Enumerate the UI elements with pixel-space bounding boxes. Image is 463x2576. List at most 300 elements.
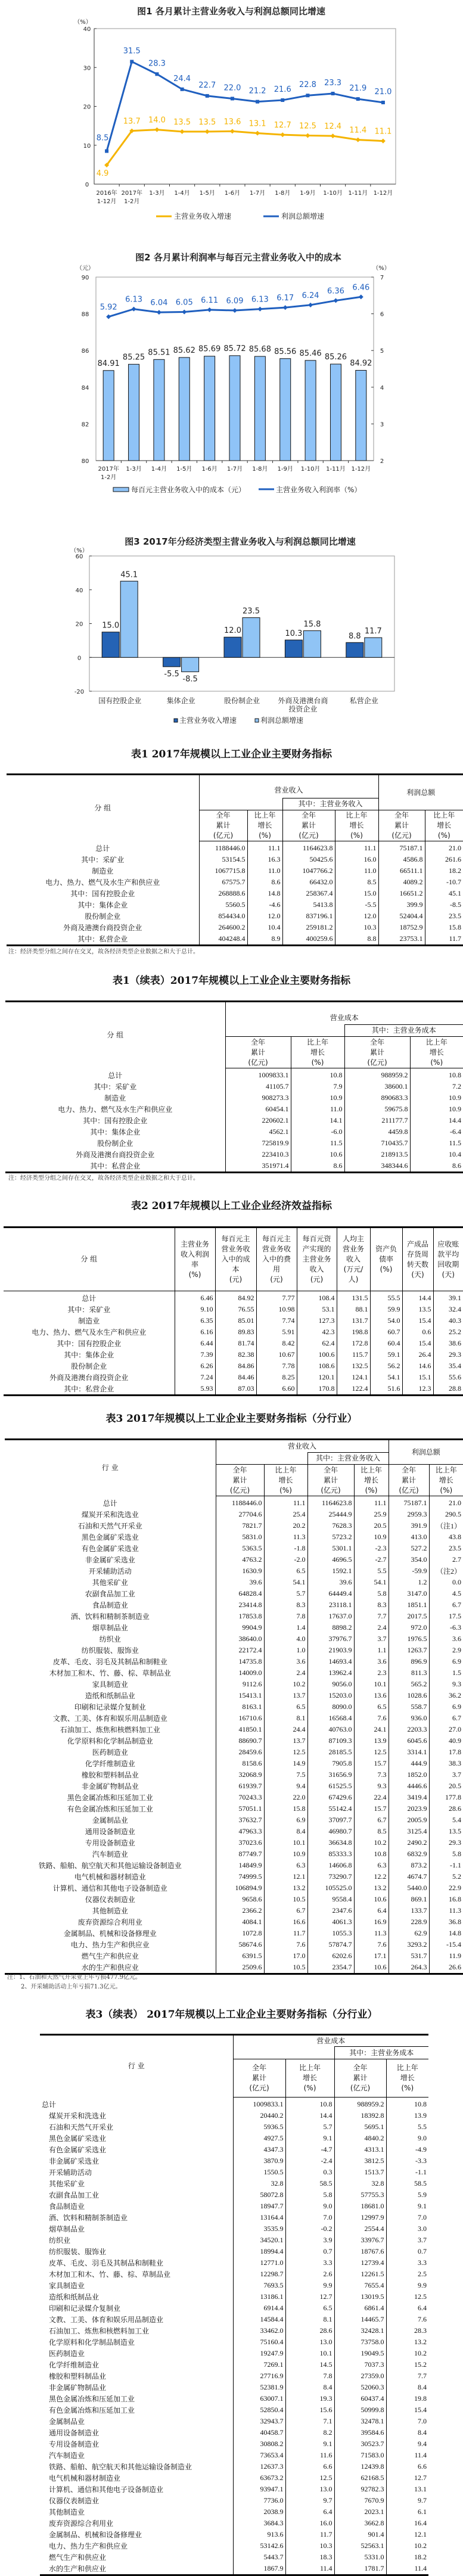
data-label: 13.1 [248, 119, 266, 129]
cell-value: 8.3 [264, 1599, 307, 1611]
cell-value: 23.5 [429, 1543, 463, 1554]
indicator-header: 每百元资 产实现的 主营业务 收入 (元) [297, 1228, 337, 1291]
cell-value: -5.5 [335, 899, 378, 911]
cell-value: 4763.2 [216, 1554, 264, 1565]
industry-label: 石油和天然气开采业 [77, 1522, 142, 1530]
industry-label: 计算机、通信和其他电子设备制造业 [49, 2485, 164, 2494]
cell-value: 10.67 [256, 1349, 297, 1360]
data-point [181, 88, 184, 91]
spacer [225, 1025, 344, 1037]
spacer [233, 2047, 334, 2059]
cell-value: 2.5 [386, 2269, 428, 2280]
cell-value: 6832.9 [389, 1848, 429, 1860]
cost-header: 营业成本 [225, 1002, 463, 1025]
cell-value: 12.0 [247, 911, 282, 922]
cell-value: 4446.6 [389, 1780, 429, 1792]
industry-label: 纺织服装、服饰业 [49, 2248, 107, 2256]
table-row [40, 2201, 428, 2212]
cell-value: 6.6 [285, 2461, 334, 2472]
cell-value: 27.0 [429, 1724, 463, 1735]
industry-label: 通用设备制造业 [49, 2429, 100, 2437]
table-row [4, 1304, 463, 1315]
table3-continued [40, 2034, 428, 2576]
data-point [280, 132, 285, 137]
table-row [7, 865, 463, 877]
cell-value: 54.1 [264, 1577, 307, 1588]
cell-value: 1028.6 [389, 1690, 429, 1701]
cell-value: 26.4 [402, 1349, 433, 1360]
cell-value: 0.7 [285, 2246, 334, 2257]
cell-value: 6.7 [354, 1814, 389, 1826]
cell-value: 9.4 [264, 1780, 307, 1792]
cell-value: 2023.9 [389, 1803, 429, 1814]
cell-value: 2354.7 [307, 1962, 354, 1974]
cell-value: 23753.1 [378, 933, 425, 946]
cell-value: 52060.3 [334, 2382, 386, 2393]
data-point [331, 92, 335, 95]
cell-value: 12.7 [386, 2472, 428, 2484]
industry-label: 酒、饮料和精制茶制造业 [49, 2214, 128, 2222]
table-row [40, 2098, 428, 2111]
table-row [5, 1758, 463, 1769]
bar-label: 85.26 [324, 352, 347, 362]
cell-value: 12.7 [285, 2291, 334, 2302]
cell-value: 64449.4 [307, 1588, 354, 1599]
industry-label: 通用设备制造业 [85, 1828, 135, 1836]
table-row [40, 2314, 428, 2325]
x-tick-label: 国有控股企业 [98, 697, 142, 705]
table-row [5, 1068, 463, 1082]
data-label: 12.7 [274, 121, 291, 130]
cell-value: -3.3 [386, 2155, 428, 2167]
table-row [5, 1138, 463, 1149]
industry-header: 行 业 [128, 2062, 145, 2071]
cell-value: 10.98 [256, 1304, 297, 1315]
cell-value: 20440.2 [233, 2110, 285, 2121]
cell-value: 2005.9 [389, 1814, 429, 1826]
x-tick-label: 投资企业 [288, 705, 318, 713]
x-tick-label: 1-2月 [101, 474, 117, 481]
cell-value: 57755.3 [334, 2189, 386, 2201]
cell-value: 74999.5 [216, 1871, 264, 1882]
industry-label: 造纸和纸制品业 [49, 2293, 100, 2301]
data-label: 11.1 [374, 127, 392, 136]
cell-value: 54.1 [370, 1372, 402, 1383]
cell-value: 1067715.8 [199, 865, 247, 877]
line-label: 6.13 [125, 295, 143, 304]
cell-value: 6.3 [264, 1860, 307, 1871]
cell-value: 404248.4 [199, 933, 247, 946]
cell-value: 6.1 [386, 2506, 428, 2518]
industry-label: 农副食品加工业 [49, 2191, 100, 2199]
x-tick-label: 2016年 [96, 190, 117, 197]
table-row [5, 1092, 463, 1104]
table-row [5, 1679, 463, 1690]
cell-value: 1047766.2 [282, 865, 335, 877]
table-row [7, 899, 463, 911]
x-tick-label: 1-5月 [199, 190, 215, 197]
cell-value: 43.8 [429, 1531, 463, 1543]
cell-value: 7.6 [354, 1939, 389, 1950]
cell-value: 23414.8 [216, 1599, 264, 1611]
cell-value: 5.8 [354, 1588, 389, 1599]
cell-value: 8.4 [386, 2427, 428, 2438]
cell-value: 20.5 [354, 1520, 389, 1531]
industry-label: 其他采矿业 [92, 1578, 128, 1587]
cell-value: 873.2 [389, 1860, 429, 1871]
x-tick-label: 1-12月 [373, 190, 393, 197]
y-axis-unit: （%） [70, 548, 88, 554]
y-tick-label: 20 [83, 104, 91, 111]
cost-bar [305, 361, 316, 461]
table-row [4, 1338, 463, 1349]
cell-value: 58.5 [386, 2178, 428, 2189]
cell-value: 6.5 [264, 1701, 307, 1713]
cell-value: 988959.2 [334, 2098, 386, 2111]
cell-value: 33976.7 [334, 2235, 386, 2246]
cell-value: 13962.4 [307, 1667, 354, 1679]
cell-value: 5723.2 [307, 1531, 354, 1543]
x-tick-label: 1-11月 [326, 466, 346, 473]
cell-value: 6202.6 [307, 1950, 354, 1962]
table-row [40, 2269, 428, 2280]
bar-label: 45.1 [120, 570, 138, 580]
cell-value: 12997.9 [334, 2212, 386, 2223]
cell-value: 10.8 [291, 1068, 344, 1082]
cell-value: 52563.1 [334, 2540, 386, 2552]
cell-value: 32.4 [433, 1304, 463, 1315]
cell-value: 87109.3 [307, 1735, 354, 1747]
legend-label: 主营业务收入利润率（%） [276, 486, 362, 494]
cell-value: 30808.2 [233, 2438, 285, 2450]
industry-header: 行 业 [101, 1463, 119, 1472]
main-revenue-header: 其中：主营业务收入 [307, 1453, 389, 1465]
growth-header: 比上年 增长 (%) [429, 1465, 463, 1496]
growth-header: 比上年 增长 (%) [425, 810, 463, 841]
table-row [5, 1565, 463, 1577]
table-row [40, 2518, 428, 2529]
table-row [40, 2540, 428, 2552]
cell-value: 11.4 [386, 2563, 428, 2575]
cell-value: 25.2 [433, 1326, 463, 1338]
growth-header: 比上年 增长 (%) [264, 1465, 307, 1496]
cell-value: 936.0 [389, 1713, 429, 1724]
table3-note-2: 2、开采辅助活动上年亏损71.3亿元。 [21, 1984, 122, 1990]
chart-title: 图2 各月累计利润率与每百元主营业务收入中的成本 [135, 252, 341, 263]
line-label: 6.09 [226, 297, 244, 306]
cell-value: 10.9 [291, 1092, 344, 1104]
cell-value: 2.9 [429, 1645, 463, 1656]
industry-label: 造纸和纸制品业 [85, 1692, 135, 1700]
cell-value: 3535.9 [233, 2223, 285, 2235]
cell-value: 105525.0 [307, 1882, 354, 1894]
industry-label: 木材加工和木、竹、藤、棕、草制品业 [49, 1669, 171, 1677]
cell-value: 7269.1 [233, 2359, 285, 2370]
y-tick-label: 20 [75, 621, 83, 628]
cell-value: 7628.3 [307, 1520, 354, 1531]
cell-value: 27704.6 [216, 1509, 264, 1520]
cell-value: 7.8 [264, 1611, 307, 1622]
table-row [4, 1360, 463, 1372]
cell-value: 4313.1 [334, 2144, 386, 2155]
cell-value: 38.6 [433, 1338, 463, 1349]
cell-value: 12.1 [264, 1871, 307, 1882]
table-row [5, 1939, 463, 1950]
x-tick-label: 1-8月 [252, 466, 268, 473]
cell-value: 2017.5 [389, 1611, 429, 1622]
cell-value: 37632.7 [216, 1814, 264, 1826]
industry-label: 化学纤维制造业 [49, 2361, 100, 2369]
cell-value: 41850.1 [216, 1724, 264, 1735]
cum-header: 全年 累计 (亿元) [307, 1465, 354, 1496]
chart-revenue-profit-growth [0, 0, 463, 235]
spacer [216, 1453, 307, 1465]
cell-value: 28185.5 [307, 1747, 354, 1758]
cell-value: 6.7 [429, 1713, 463, 1724]
growth-header: 比上年 增长 (%) [335, 810, 378, 841]
line-label: 6.05 [175, 298, 193, 307]
cell-value: 21.0 [429, 1496, 463, 1509]
cell-value: -6.3 [429, 1622, 463, 1633]
bar-label: 85.62 [173, 346, 195, 355]
cell-value: 3870.9 [233, 2155, 285, 2167]
table-row [40, 2257, 428, 2269]
row-label: 其中：集体企业 [64, 1351, 114, 1359]
industry-label: 农副食品加工业 [85, 1590, 135, 1598]
table1c-note: 注：经济类型分组之间存在交叉，故各经济类型企业数据之和大于总计。 [8, 1175, 199, 1182]
cell-value: 100.6 [297, 1349, 337, 1360]
industry-label: 家具制造业 [92, 1680, 128, 1689]
cell-value: 13.9 [386, 2110, 428, 2121]
cell-value: 127.3 [297, 1315, 337, 1326]
x-tick-label: 1-6月 [224, 190, 241, 197]
cell-value: 21903.9 [307, 1645, 354, 1656]
cell-value: 10.2 [354, 1837, 389, 1848]
x-tick-label: 2017年 [121, 190, 142, 197]
table1-continued [5, 1000, 463, 1173]
legend-label: 主营业务收入增速 [174, 212, 232, 220]
y-tick-label-right: 4 [380, 384, 384, 391]
cost-header: 营业成本 [233, 2035, 428, 2047]
data-label: 13.5 [173, 117, 191, 127]
cell-value: 5.91 [256, 1326, 297, 1338]
industry-label: 化学原料和化学制品制造业 [67, 1737, 153, 1745]
cell-value: 5.7 [264, 1588, 307, 1599]
row-label: 制造业 [78, 1317, 100, 1325]
cell-value: 9558.4 [307, 1894, 354, 1905]
cell-value: 4459.8 [344, 1126, 410, 1138]
cell-value: -1.1 [386, 2167, 428, 2178]
data-label: 22.7 [198, 80, 216, 90]
cell-value: 869.1 [389, 1894, 429, 1905]
data-label: 14.0 [148, 116, 166, 125]
table-row [40, 2495, 428, 2506]
industry-label: 皮革、毛皮、羽毛及其制品和制鞋业 [52, 1658, 167, 1666]
profit-header: 利润总额 [378, 775, 463, 810]
cell-value: 261.6 [425, 854, 463, 865]
data-point [257, 307, 262, 312]
cum-header: 全年 累计 (亿元) [282, 810, 335, 841]
row-label: 总计 [108, 1071, 123, 1080]
cell-value: 351971.4 [225, 1160, 291, 1173]
line-label: 6.24 [302, 291, 319, 300]
data-point [205, 129, 210, 134]
spacer [199, 798, 282, 810]
data-point [281, 98, 284, 102]
cell-value: 37023.6 [216, 1837, 264, 1848]
cell-value: 2.4 [264, 1667, 307, 1679]
cell-value: 1188446.0 [199, 841, 247, 854]
cell-value: 890683.3 [344, 1092, 410, 1104]
cell-value: 16568.4 [307, 1713, 354, 1724]
cell-value: 53154.5 [199, 854, 247, 865]
y-tick-label-left: 80 [81, 458, 89, 465]
industry-label: 有色金属矿采选业 [49, 2146, 107, 2154]
cell-value: 87.03 [215, 1383, 256, 1396]
cell-value: 10.8 [410, 1068, 463, 1082]
industry-label: 黑色金属冶炼和压延加工业 [67, 1794, 153, 1802]
row-label: 其中：私营企业 [77, 935, 128, 943]
industry-label: 废弃资源综合利用业 [49, 2519, 114, 2528]
industry-label: 有色金属矿采选业 [81, 1545, 139, 1553]
cell-value: 908273.3 [225, 1092, 291, 1104]
industry-label: 专用设备制造业 [85, 1839, 135, 1847]
cell-value: 4084.1 [216, 1916, 264, 1928]
cell-value: 11.9 [429, 1950, 463, 1962]
y-tick-label-right: 3 [380, 421, 384, 428]
table-row [40, 2370, 428, 2382]
row-label: 总计 [95, 844, 110, 853]
cell-value: 15.7 [354, 1803, 389, 1814]
industry-label: 化学纤维制造业 [85, 1760, 135, 1768]
data-point [381, 139, 386, 144]
cell-value: 115.7 [337, 1349, 370, 1360]
industry-label: 文教、工美、体育和娱乐用品制造业 [52, 1714, 167, 1723]
cell-value: 60437.4 [334, 2393, 386, 2404]
x-tick-label: 1-8月 [275, 190, 291, 197]
cell-value: 4586.8 [378, 854, 425, 865]
cell-value: 46980.7 [307, 1826, 354, 1837]
table-row [40, 2212, 428, 2223]
cell-value: 18767.6 [334, 2246, 386, 2257]
cell-value: 5.8 [285, 2189, 334, 2201]
table-row [4, 1349, 463, 1360]
table3 [5, 1438, 463, 1975]
cell-value: 40.9 [429, 1735, 463, 1747]
cell-value: 14693.4 [307, 1656, 354, 1667]
cell-value: 15203.0 [307, 1690, 354, 1701]
cost-bar [229, 356, 240, 461]
cell-value: 15.0 [335, 888, 378, 899]
cell-value: 14.1 [291, 1115, 344, 1126]
cum-header: 全年 累计 (亿元) [389, 1465, 429, 1496]
table-row [5, 1871, 463, 1882]
cell-value: 10.2 [386, 2540, 428, 2552]
data-label: 4.9 [96, 169, 109, 179]
growth-bar [120, 581, 138, 657]
y-axis-unit-left: （元） [76, 265, 94, 272]
table-row [5, 1916, 463, 1928]
cell-value: 18681.0 [334, 2201, 386, 2212]
industry-label: 木材加工和木、竹、藤、棕、草制品业 [49, 2270, 171, 2279]
x-tick-label: 1-7月 [226, 466, 243, 473]
cell-value: 13.2 [386, 2336, 428, 2348]
row-label: 制造业 [104, 1094, 126, 1102]
cell-value: 10.8 [285, 2098, 334, 2111]
cell-value: 1009833.1 [233, 2098, 285, 2111]
table1-note: 注：经济类型分组之间存在交叉，故各经济类型企业数据之和大于总计。 [8, 949, 199, 955]
cell-value: 106894.9 [216, 1882, 264, 1894]
industry-label: 印刷和记录媒介复制业 [49, 2304, 121, 2313]
cell-value: 7905.8 [307, 1758, 354, 1769]
table3-note-1: 注：1、石油和天然气开采业上年亏损477.9亿元。 [7, 1974, 141, 1981]
cell-value: 10.5 [264, 1894, 307, 1905]
cell-value: -2.0 [264, 1554, 307, 1565]
table-row [5, 1599, 463, 1611]
cell-value: 131.5 [337, 1291, 370, 1304]
cell-value: 15.6 [285, 2404, 334, 2416]
cell-value: 5.93 [175, 1383, 215, 1396]
industry-label: 水的生产和供应业 [49, 2565, 107, 2573]
cell-value: 13.7 [264, 1735, 307, 1747]
cell-value: 11.4 [285, 2563, 334, 2575]
industry-label: 食品制造业 [49, 2202, 85, 2211]
y-tick-label: 10 [83, 142, 91, 150]
cell-value: 9.10 [175, 1304, 215, 1315]
cell-value: 7.9 [291, 1081, 344, 1092]
cell-value: 4.5 [429, 1588, 463, 1599]
line-label: 6.17 [276, 294, 294, 303]
line-label: 6.13 [251, 295, 269, 304]
cell-value: 12.3 [402, 1383, 433, 1396]
table-row [5, 1848, 463, 1860]
cell-value: -1.1 [429, 1860, 463, 1871]
cell-value: 4840.2 [334, 2133, 386, 2144]
cell-value: -4.7 [285, 2144, 334, 2155]
data-label: 13.5 [198, 117, 216, 127]
cell-value: 62.9 [389, 1928, 429, 1939]
table-row [5, 1104, 463, 1115]
cell-value: 7736.0 [233, 2495, 285, 2506]
cell-value: 413.0 [389, 1531, 429, 1543]
indicator-header: 应收账 款平均 回收期 (天) [433, 1228, 463, 1291]
cell-value: 12439.8 [334, 2461, 386, 2472]
cell-value: 88.1 [337, 1304, 370, 1315]
cell-value: 6.60 [256, 1383, 297, 1396]
legend-swatch-bar [113, 487, 129, 492]
cell-value: 901.4 [334, 2529, 386, 2540]
cell-value: 84.92 [215, 1291, 256, 1304]
industry-label: 电气机械和器材制造业 [49, 2474, 121, 2482]
bar-label: 10.3 [285, 629, 303, 639]
table-row [5, 1115, 463, 1126]
row-label: 其中：国有控股企业 [57, 1340, 122, 1348]
cost-bar [103, 371, 114, 461]
cost-bar [179, 358, 189, 461]
data-point [356, 97, 360, 101]
cell-value: 14.8 [247, 888, 282, 899]
cell-value: 7.77 [256, 1291, 297, 1304]
cell-value: 120.1 [297, 1372, 337, 1383]
data-point [230, 129, 235, 133]
cell-value: 17.5 [429, 1611, 463, 1622]
cell-value: 25444.9 [307, 1509, 354, 1520]
cell-value: 10.6 [354, 1962, 389, 1974]
cell-value: 16.8 [429, 1894, 463, 1905]
table-row [40, 2552, 428, 2563]
cell-value: 5443.7 [233, 2552, 285, 2563]
table-row [40, 2133, 428, 2144]
